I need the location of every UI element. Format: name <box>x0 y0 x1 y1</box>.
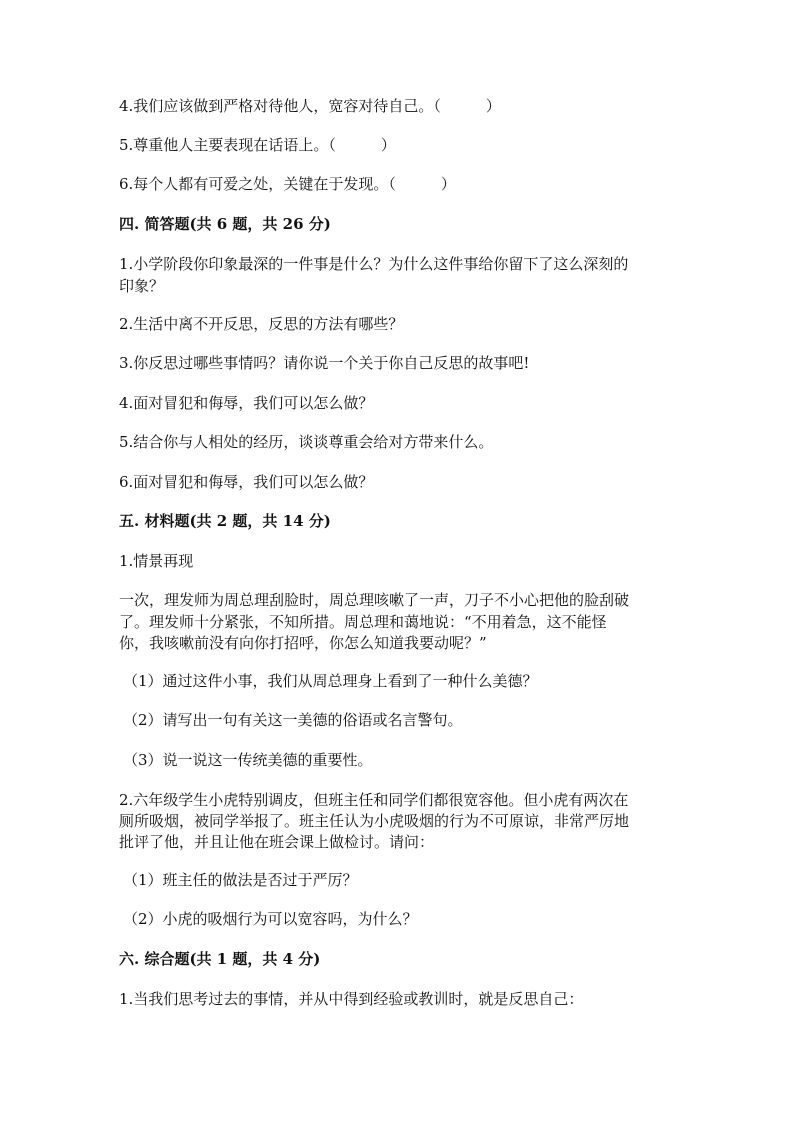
question-s4-2: 2.生活中离不开反思，反思的方法有哪些？ <box>119 315 404 333</box>
material1-text-line2: 了。理发师十分紧张，不知所措。周总理和蔼地说：“不用着急，这不能怪 <box>119 613 607 631</box>
question-s3-4: 4.我们应该做到严格对待他人，宽容对待自己。（ ） <box>119 97 501 115</box>
material1-question3: （3）说一说这一传统美德的重要性。 <box>123 751 373 769</box>
material2-question1: （1）班主任的做法是否过于严厉？ <box>123 871 358 889</box>
material2-text-line1: 2.六年级学生小虎特别调皮，但班主任和同学们都很宽容他。但小虎有两次在 <box>119 791 629 809</box>
section4-heading: 四. 简答题(共 6 题，共 26 分) <box>119 215 331 233</box>
question-s3-6: 6.每个人都有可爱之处，关键在于发现。（ ） <box>119 175 456 193</box>
material1-question2: （2）请写出一句有关这一美德的俗语或名言警句。 <box>123 711 463 729</box>
question-s4-6: 6.面对冒犯和侮辱，我们可以怎么做？ <box>119 473 374 491</box>
question-s4-3: 3.你反思过哪些事情吗？请你说一个关于你自己反思的故事吧! <box>119 354 530 372</box>
question-s6-1: 1.当我们思考过去的事情，并从中得到经验或教训时，就是反思自己： <box>119 990 584 1008</box>
question-s3-5: 5.尊重他人主要表现在话语上。（ ） <box>119 136 396 154</box>
question-s4-1-line2: 印象？ <box>119 277 165 295</box>
question-s4-1-line1: 1.小学阶段你印象最深的一件事是什么？为什么这件事给你留下了这么深刻的 <box>119 255 629 273</box>
question-s4-5: 5.结合你与人相处的经历，谈谈尊重会给对方带来什么。 <box>119 433 494 451</box>
section5-heading: 五. 材料题(共 2 题，共 14 分) <box>119 512 331 530</box>
question-s4-4: 4.面对冒犯和侮辱，我们可以怎么做？ <box>119 394 374 412</box>
material2-text-line2: 厕所吸烟，被同学举报了。班主任认为小虎吸烟的行为不可原谅，非常严厉地 <box>119 812 630 830</box>
material1-question1: （1）通过这件小事，我们从周总理身上看到了一种什么美德？ <box>123 672 538 690</box>
material1-text-line1: 一次，理发师为周总理刮脸时，周总理咳嗽了一声，刀子不小心把他的脸刮破 <box>119 591 630 609</box>
section6-heading: 六. 综合题(共 1 题，共 4 分) <box>119 950 321 968</box>
material2-text-line3: 批评了他，并且让他在班会课上做检讨。请问： <box>119 833 435 851</box>
material1-title: 1.情景再现 <box>119 552 194 570</box>
material2-question2: （2）小虎的吸烟行为可以宽容吗，为什么？ <box>123 910 418 928</box>
material1-text-line3: 你，我咳嗽前没有向你打招呼，你怎么知道我要动呢？” <box>119 634 487 652</box>
